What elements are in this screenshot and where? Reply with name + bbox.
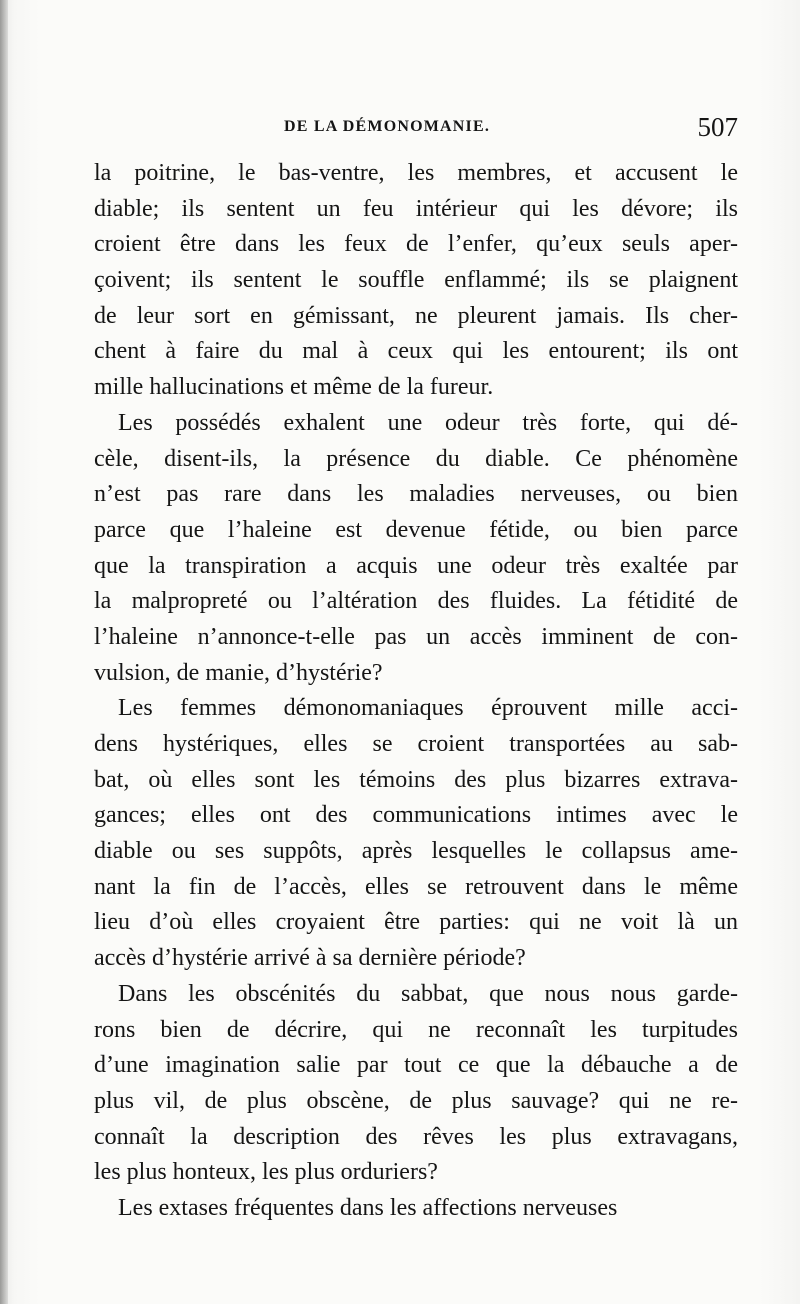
- text-line: parce que l’haleine est devenue fétide, ou bien parce: [94, 516, 738, 543]
- text-line: accès d’hystérie arrivé à sa dernière période?: [94, 945, 526, 972]
- text-line: rons bien de décrire, qui ne reconnaît les turpitudes: [94, 1016, 738, 1043]
- paragraph-start-line: Les femmes démonomaniaques éprouvent mille acci-: [118, 695, 738, 722]
- text-line: la poitrine, le bas-ventre, les membres, et accusent le: [94, 160, 738, 186]
- text-line: chent à faire du mal à ceux qui les entourent; ils ont: [94, 338, 738, 365]
- text-line: mille hallucinations et même de la fureur.: [94, 374, 494, 401]
- text-line: diable ou ses suppôts, après lesquelles le collapsus ame-: [94, 838, 738, 865]
- text-line: vulsion, de manie, d’hystérie?: [94, 659, 383, 686]
- paragraph-start-line: Dans les obscénités du sabbat, que nous nous garde-: [118, 980, 738, 1007]
- text-line: plus vil, de plus obscène, de plus sauvage? qui ne re-: [94, 1087, 738, 1114]
- running-title: DE LA DÉMONOMANIE.: [284, 118, 491, 135]
- text-line: la malpropreté ou l’altération des fluides. La fétidité de: [94, 588, 738, 615]
- body-text: [94, 156, 738, 1227]
- text-line: gances; elles ont des communications intimes avec le: [94, 802, 738, 829]
- text-line: croient être dans les feux de l’enfer, qu’eux seuls aper-: [94, 231, 738, 258]
- page-header: [94, 112, 738, 146]
- text-line: les plus honteux, les plus orduriers?: [94, 1159, 438, 1186]
- text-line: de leur sort en gémissant, ne pleurent jamais. Ils cher-: [94, 302, 738, 329]
- text-line: que la transpiration a acquis une odeur très exaltée par: [94, 552, 738, 579]
- text-line: n’est pas rare dans les maladies nerveuses, ou bien: [94, 481, 738, 508]
- text-line: nant la fin de l’accès, elles se retrouvent dans le même: [94, 873, 738, 900]
- text-line: connaît la description des rêves les plus extravagans,: [94, 1123, 738, 1150]
- text-line: d’une imagination salie par tout ce que la débauche a de: [94, 1052, 738, 1079]
- page-gutter: [0, 0, 8, 1304]
- text-line: l’haleine n’annonce-t-elle pas un accès imminent de con-: [94, 623, 738, 650]
- paragraph-start-line: Les extases fréquentes dans les affections nerveuses: [118, 1194, 618, 1221]
- text-line: cèle, disent-ils, la présence du diable. Ce phénomène: [94, 445, 738, 472]
- text-line: diable; ils sentent un feu intérieur qui les dévore; ils: [94, 195, 738, 222]
- page-number: 507: [697, 112, 738, 142]
- text-line: bat, où elles sont les témoins des plus bizarres extrava-: [94, 766, 738, 793]
- text-line: çoivent; ils sentent le souffle enflammé; ils se plaignent: [94, 267, 738, 294]
- text-line: dens hystériques, elles se croient transportées au sab-: [94, 731, 738, 757]
- text-line: lieu d’où elles croyaient être parties: qui ne voit là un: [94, 909, 738, 936]
- paragraph-start-line: Les possédés exhalent une odeur très forte, qui dé-: [118, 409, 738, 436]
